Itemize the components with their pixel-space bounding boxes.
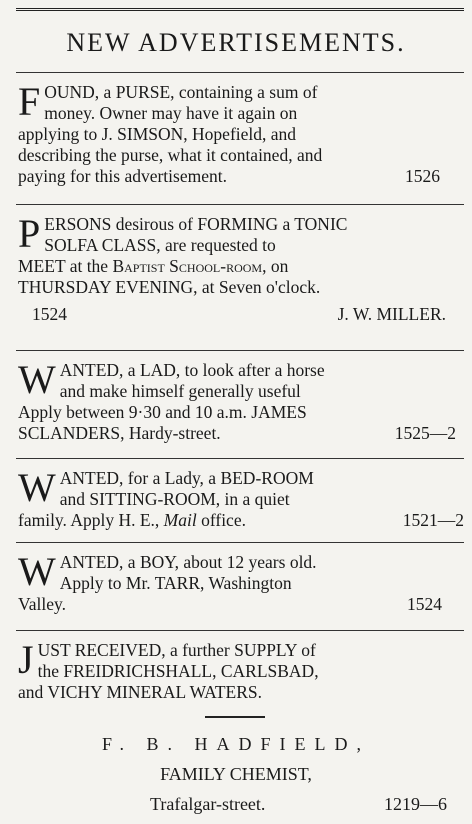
drop-cap: W — [18, 357, 56, 402]
ad-text: Mail — [163, 510, 197, 530]
advert-wanted-boy — [18, 549, 464, 615]
ad-line: money. Owner may have it again on — [44, 103, 298, 123]
ad-text: MEET at the — [18, 256, 113, 276]
ad-line: Apply to Mr. TARR, Washington — [59, 573, 292, 593]
ad-line: applying to J. SIMSON, Hopefield, and — [18, 124, 297, 144]
ad-line: ANTED, a BOY, about 12 years old. — [59, 552, 317, 572]
ad-line — [18, 304, 464, 325]
ad-text: on — [266, 256, 289, 276]
ad-text: Baptist School-room, — [112, 256, 267, 276]
ad-line: ANTED, for a Lady, a BED-ROOM — [59, 468, 314, 488]
ad-text — [18, 510, 246, 531]
advert-wanted-rooms — [18, 465, 464, 531]
ad-text: office. — [196, 510, 246, 530]
ad-number: 1521—2 — [402, 510, 464, 530]
ad-number: 1219—6 — [384, 794, 447, 814]
chemist-title: FAMILY CHEMIST, — [160, 764, 312, 784]
divider — [16, 630, 464, 631]
ad-number: 1524 — [32, 304, 67, 324]
ad-number: 1525—2 — [394, 423, 456, 443]
drop-cap: W — [18, 549, 56, 594]
ad-line: the FREIDRICHSHALL, CARLSBAD, — [37, 661, 319, 681]
ad-text: SCLANDERS, Hardy-street. — [18, 423, 221, 443]
top-rule — [16, 8, 464, 11]
ad-line: describing the purse, what it contained, and — [18, 145, 323, 165]
ad-line: and make himself generally useful — [59, 381, 301, 401]
ad-line: UST RECEIVED, a further SUPPLY of — [37, 640, 316, 660]
ad-line — [18, 423, 464, 444]
ad-line: and SITTING-ROOM, in a quiet — [59, 489, 290, 509]
ad-line — [18, 256, 464, 277]
divider — [16, 542, 464, 543]
chemist-name: F. B. HADFIELD, — [101, 734, 371, 754]
short-separator — [205, 716, 265, 718]
drop-cap: F — [18, 79, 41, 124]
divider — [16, 204, 464, 205]
ad-line: THURSDAY EVENING, at Seven o'clock. — [18, 277, 321, 297]
advert-mineral-waters — [18, 637, 464, 703]
advert-tonic-solfa — [18, 211, 464, 325]
ad-line — [18, 510, 464, 531]
ad-line: Apply between 9·30 and 10 a.m. JAMES — [18, 402, 307, 422]
ad-line — [18, 594, 464, 615]
advert-found-purse — [18, 79, 464, 187]
ad-text: family. Apply H. E., — [18, 510, 164, 530]
drop-cap: W — [18, 465, 56, 510]
divider — [16, 458, 464, 459]
chemist-address: Trafalgar-street. — [150, 794, 266, 814]
ad-number: 1526 — [405, 166, 440, 186]
drop-cap: P — [18, 211, 41, 256]
drop-cap: J — [18, 637, 34, 682]
ad-text: Valley. — [18, 594, 66, 614]
ad-signature: J. W. MILLER. — [337, 304, 446, 324]
divider — [16, 72, 464, 73]
advert-wanted-lad — [18, 357, 464, 444]
ad-line: ERSONS desirous of FORMING a TONIC — [44, 214, 348, 234]
ad-line: SOLFA CLASS, are requested to — [44, 235, 276, 255]
divider — [16, 350, 464, 351]
section-heading: NEW ADVERTISEMENTS. — [66, 28, 406, 57]
ad-line: OUND, a PURSE, containing a sum of — [44, 82, 318, 102]
ad-line: ANTED, a LAD, to look after a horse — [59, 360, 325, 380]
ad-line — [18, 166, 464, 187]
ad-text: paying for this advertisement. — [18, 166, 227, 186]
ad-number: 1524 — [407, 594, 442, 614]
ad-line: and VICHY MINERAL WATERS. — [18, 682, 263, 702]
